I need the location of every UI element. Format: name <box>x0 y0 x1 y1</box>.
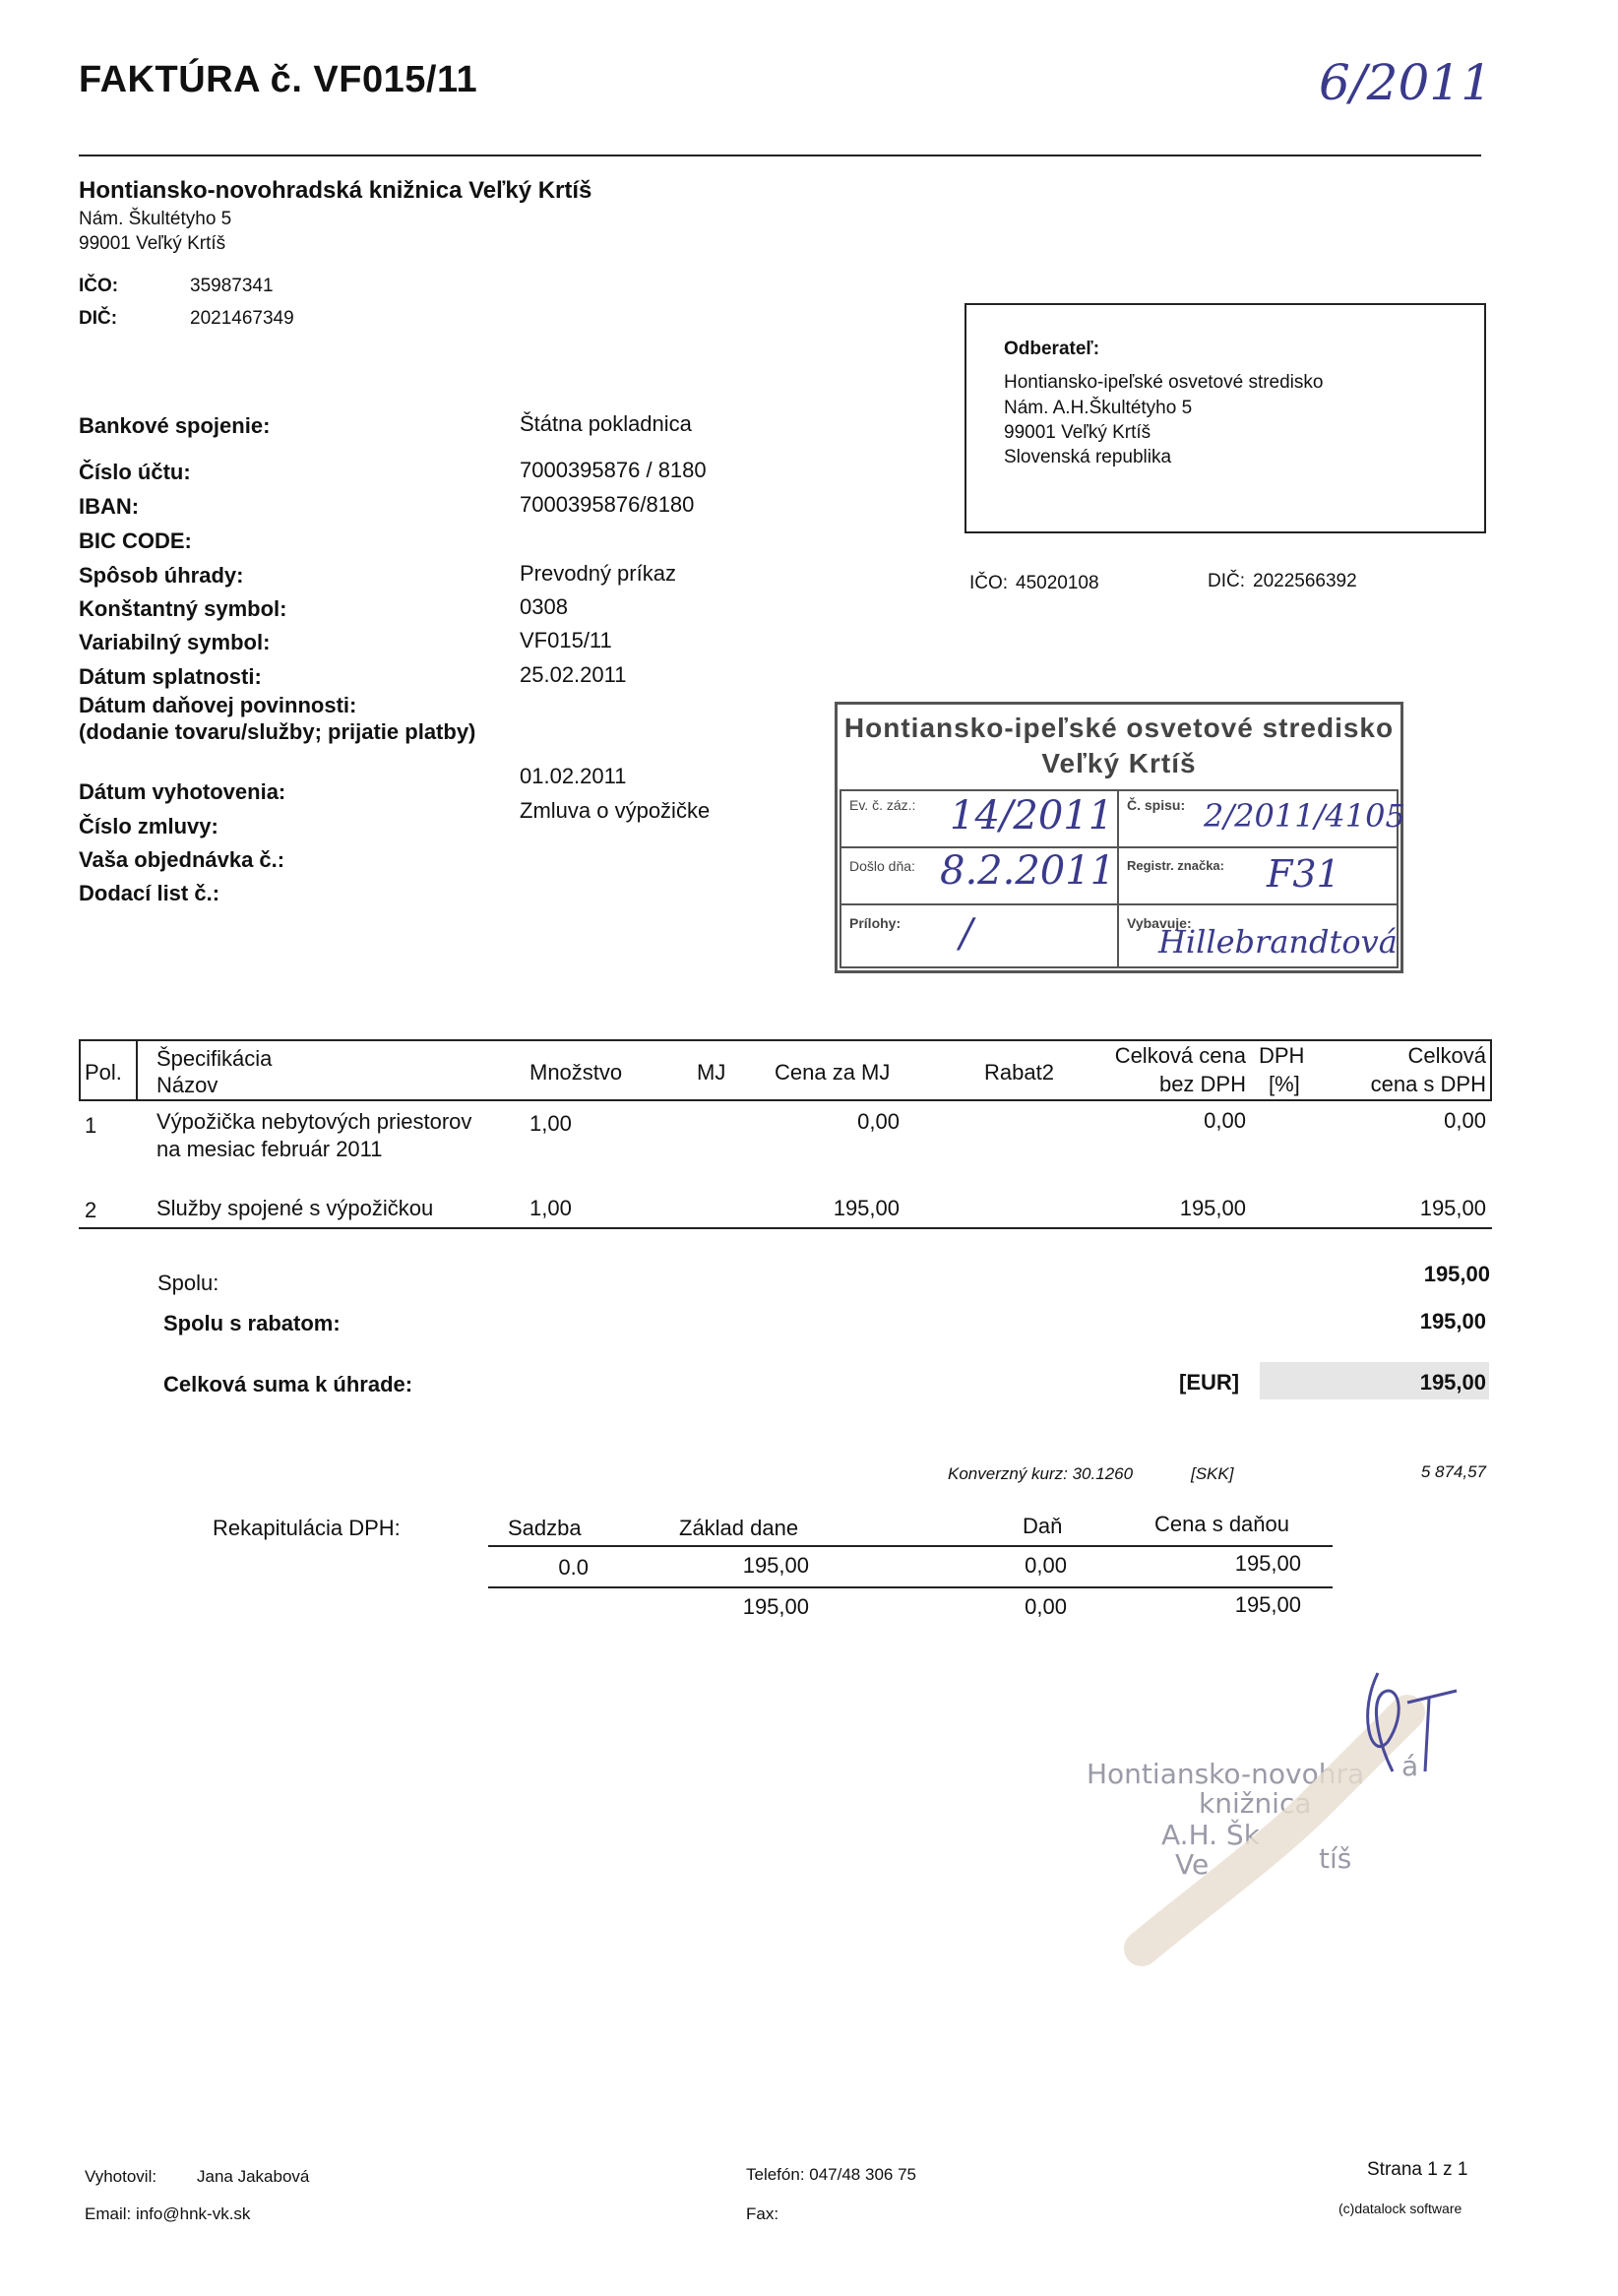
library-stamp-line2: knižnica <box>1199 1787 1312 1820</box>
iban-label: IBAN: <box>79 494 140 519</box>
col-header-total-wo: Celková cena <box>1114 1043 1246 1068</box>
footer-email: Email: info@hnk-vk.sk <box>85 2204 251 2223</box>
vat-row-tax: 0,00 <box>1025 1553 1067 1578</box>
contract-label: Číslo zmluvy: <box>79 814 218 838</box>
constant-symbol-value: 0308 <box>520 594 568 619</box>
bic-label: BIC CODE: <box>79 528 192 553</box>
stamp-doslo-value: 8.2.2011 <box>940 848 1116 894</box>
method-value: Prevodný príkaz <box>520 561 676 586</box>
customer-box <box>965 303 1486 533</box>
footer-software: (c)datalock software <box>1338 2201 1462 2216</box>
col-header-total-w-sub: cena s DPH <box>1370 1072 1486 1096</box>
supplier-city: 99001 Veľký Krtíš <box>79 233 226 254</box>
row2-total-w: 195,00 <box>1419 1196 1486 1220</box>
stamp-reg-value: F31 <box>1267 852 1340 896</box>
bank-label: Bankové spojenie: <box>79 413 271 438</box>
invoice-title: FAKTÚRA č. VF015/11 <box>79 59 478 100</box>
stamp-line2: Veľký Krtíš <box>1041 748 1197 778</box>
library-stamp-line4: Ve <box>1175 1848 1210 1881</box>
customer-city: 99001 Veľký Krtíš <box>1004 422 1151 443</box>
row1-name-2: na mesiac február 2011 <box>156 1137 383 1161</box>
col-header-total-w: Celková <box>1407 1043 1486 1068</box>
stamp-cell-spis <box>1117 789 1405 848</box>
vat-sum-total: 195,00 <box>1234 1592 1301 1617</box>
row2-pol: 2 <box>85 1198 97 1222</box>
stamp-vybavuje-value: Hillebrandtová <box>1158 923 1398 961</box>
stamp-reg-label: Registr. značka: <box>1127 858 1224 873</box>
row1-unit-price: 0,00 <box>857 1109 900 1134</box>
subtotal-label: Spolu: <box>157 1271 219 1295</box>
method-label: Spôsob úhrady: <box>79 563 244 588</box>
footer-phone: Telefón: 047/48 306 75 <box>746 2165 916 2184</box>
due-date-value: 25.02.2011 <box>520 662 627 687</box>
stamp-ev-label: Ev. č. záz.: <box>849 797 916 813</box>
table-top-border <box>79 1039 1492 1041</box>
vat-sum-base: 195,00 <box>742 1594 809 1619</box>
stamp-ev-value: 14/2011 <box>950 793 1114 838</box>
library-stamp-line1: Hontiansko-novohra <box>1087 1758 1365 1790</box>
supplier-ico-label: IČO: <box>79 276 119 296</box>
table-header-border <box>79 1099 1492 1101</box>
stamp-spis-label: Č. spisu: <box>1127 797 1186 813</box>
handwritten-note: 6/2011 <box>1319 54 1492 111</box>
grand-total-value: 195,00 <box>1419 1370 1486 1395</box>
supplier-name: Hontiansko-novohradská knižnica Veľký Krtíš <box>79 177 592 204</box>
col-header-rabat: Rabat2 <box>984 1060 1054 1085</box>
footer-page: Strana 1 z 1 <box>1367 2159 1468 2180</box>
row1-pol: 1 <box>85 1113 97 1138</box>
stamp-prilohy-label: Prílohy: <box>849 915 902 931</box>
issue-date-value: 01.02.2011 <box>520 764 627 788</box>
row1-qty: 1,00 <box>529 1111 572 1136</box>
stamp-cell-reg <box>1117 846 1399 905</box>
stamp-spis-value: 2/2011/4105 <box>1204 797 1405 835</box>
variable-symbol-label: Variabilný symbol: <box>79 630 271 654</box>
vat-header-tax: Daň <box>1023 1514 1063 1538</box>
footer-made-by: Jana Jakabová <box>197 2167 310 2186</box>
customer-dic: 2022566392 <box>1253 571 1357 591</box>
vat-row-base: 195,00 <box>742 1553 809 1578</box>
customer-ico: 45020108 <box>1016 573 1099 593</box>
vat-sum-tax: 0,00 <box>1025 1594 1067 1619</box>
row2-qty: 1,00 <box>529 1196 572 1220</box>
tax-date-label: Dátum daňovej povinnosti: <box>79 693 357 717</box>
col-header-mj: MJ <box>697 1060 726 1085</box>
due-date-label: Dátum splatnosti: <box>79 664 262 689</box>
variable-symbol-value: VF015/11 <box>520 628 612 652</box>
tax-date-sublabel: (dodanie tovaru/služby; prijatie platby) <box>79 719 476 744</box>
discount-total-label: Spolu s rabatom: <box>163 1311 341 1335</box>
table-pol-divider <box>136 1039 138 1101</box>
customer-street: Nám. A.H.Škultétyho 5 <box>1004 398 1193 418</box>
stamp-line1: Hontiansko-ipeľské osvetové stredisko <box>843 713 1395 743</box>
subtotal-value: 195,00 <box>1423 1262 1490 1286</box>
vat-sum-border <box>488 1586 1333 1588</box>
stamp-prilohy-value: / <box>960 911 973 957</box>
stamp-cell-doslo <box>840 846 1119 905</box>
issue-date-label: Dátum vyhotovenia: <box>79 779 286 804</box>
order-label: Vaša objednávka č.: <box>79 847 285 872</box>
stamp-cell-prilohy <box>840 903 1119 968</box>
vat-header-base: Základ dane <box>679 1516 799 1540</box>
stamp-vybavuje-label: Vybavuje: <box>1127 915 1192 931</box>
account-value: 7000395876 / 8180 <box>520 458 707 482</box>
supplier-dic: 2021467349 <box>190 308 294 329</box>
row2-name: Služby spojené s výpožičkou <box>156 1196 434 1220</box>
col-header-spec: Špecifikácia <box>156 1046 273 1071</box>
conversion-currency: [SKK] <box>1191 1464 1234 1483</box>
col-header-qty: Množstvo <box>529 1060 623 1085</box>
supplier-dic-label: DIČ: <box>79 308 118 329</box>
col-header-dph: DPH <box>1259 1043 1305 1068</box>
customer-name: Hontiansko-ipeľské osvetové stredisko <box>1004 372 1324 393</box>
col-header-name: Názov <box>156 1073 218 1097</box>
footer-fax: Fax: <box>746 2204 779 2223</box>
vat-row-total: 195,00 <box>1234 1551 1301 1576</box>
col-header-total-wo-sub: bez DPH <box>1158 1072 1246 1096</box>
vat-header-border <box>488 1545 1333 1547</box>
row1-total-w: 0,00 <box>1444 1108 1486 1133</box>
iban-value: 7000395876/8180 <box>520 492 695 517</box>
library-stamp-line1b: á <box>1401 1750 1419 1782</box>
vat-row-rate: 0.0 <box>558 1555 589 1580</box>
delivery-note-label: Dodací list č.: <box>79 881 220 905</box>
grand-total-label: Celková suma k úhrade: <box>163 1372 413 1396</box>
supplier-street: Nám. Škultétyho 5 <box>79 209 232 229</box>
vat-header-rate: Sadzba <box>508 1516 582 1540</box>
vat-header-total: Cena s daňou <box>1154 1512 1289 1536</box>
signature-icon <box>1112 1653 1486 1968</box>
constant-symbol-label: Konštantný symbol: <box>79 596 287 621</box>
table-left-border <box>79 1039 81 1101</box>
stamp-cell-vybavuje <box>1117 903 1399 968</box>
col-header-dph-sub: [%] <box>1269 1072 1300 1096</box>
bank-value: Štátna pokladnica <box>520 411 692 436</box>
col-header-pol: Pol. <box>85 1060 122 1085</box>
account-label: Číslo účtu: <box>79 460 191 484</box>
row2-unit-price: 195,00 <box>833 1196 900 1220</box>
table-right-border <box>1490 1039 1492 1101</box>
conversion-rate: Konverzný kurz: 30.1260 <box>948 1464 1134 1483</box>
footer-made-label: Vyhotovil: <box>85 2167 157 2186</box>
customer-ico-label: IČO: <box>969 573 1009 593</box>
library-stamp-line4b: tíš <box>1319 1842 1352 1875</box>
discount-total-value: 195,00 <box>1419 1309 1486 1334</box>
stamp-cell-ev <box>840 789 1119 848</box>
contract-value: Zmluva o výpožičke <box>520 798 711 823</box>
conversion-value: 5 874,57 <box>1420 1462 1486 1481</box>
table-bottom-border <box>79 1227 1492 1229</box>
stamp-doslo-label: Došlo dňa: <box>849 858 915 874</box>
vat-recap-label: Rekapitulácia DPH: <box>213 1516 401 1540</box>
row1-name: Výpožička nebytových priestorov <box>156 1109 472 1134</box>
customer-country: Slovenská republika <box>1004 447 1172 467</box>
registry-stamp <box>835 702 1403 973</box>
currency-label: [EUR] <box>1179 1370 1240 1395</box>
customer-heading: Odberateľ: <box>1004 339 1100 359</box>
header-divider <box>79 155 1481 156</box>
library-stamp-line3: A.H. Šk <box>1161 1819 1260 1851</box>
supplier-ico: 35987341 <box>190 276 274 296</box>
customer-dic-label: DIČ: <box>1208 571 1245 591</box>
col-header-unit-price: Cena za MJ <box>775 1060 891 1085</box>
row1-total-wo: 0,00 <box>1204 1108 1246 1133</box>
row2-total-wo: 195,00 <box>1179 1196 1246 1220</box>
